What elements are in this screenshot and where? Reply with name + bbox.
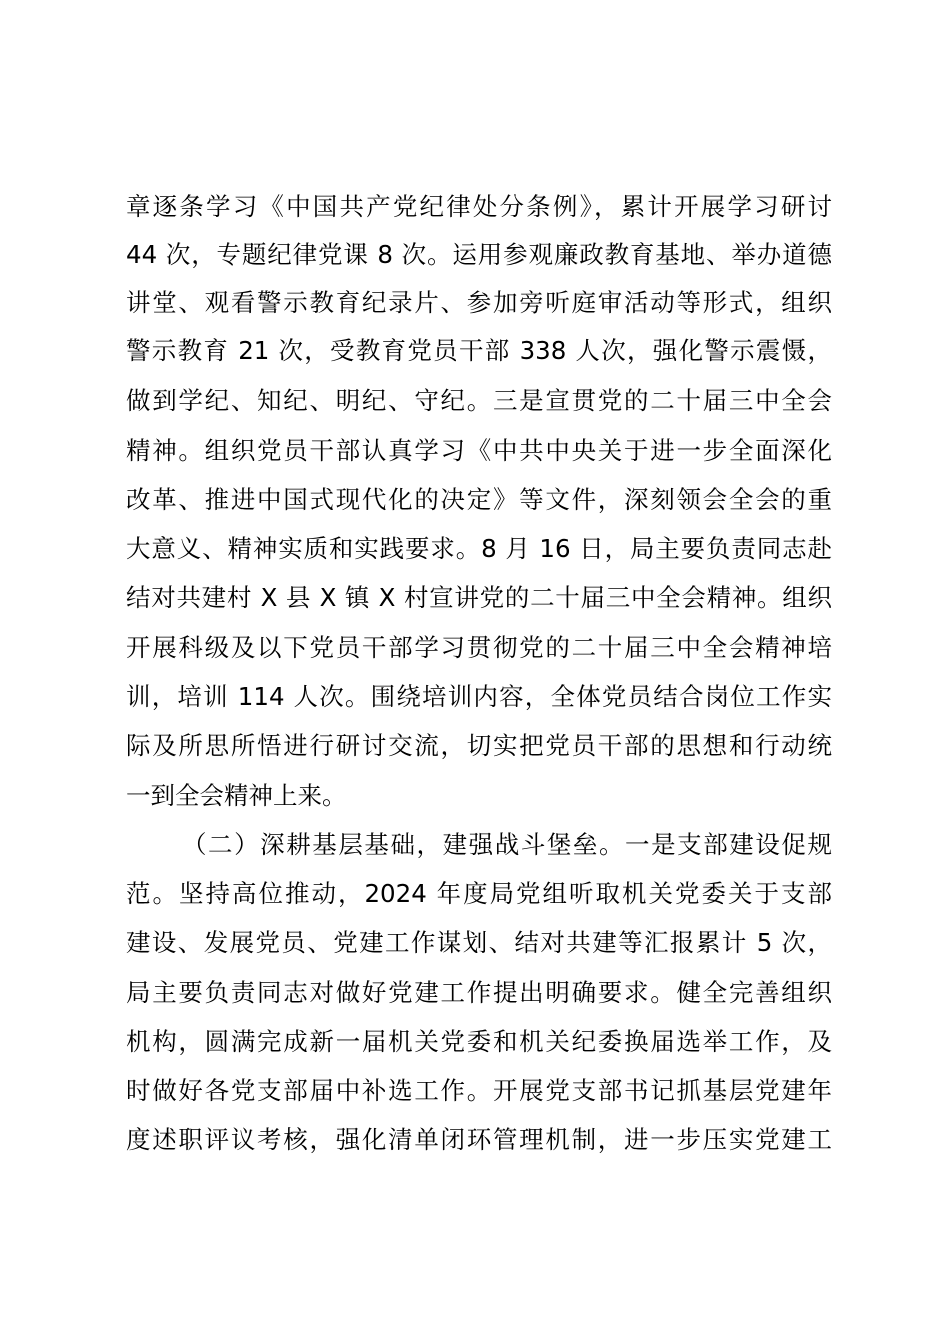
paragraph-line: 度述职评议考核，强化清单闭环管理机制，进一步压实党建工 <box>126 1125 832 1154</box>
paragraph-line: 机构，圆满完成新一届机关党委和机关纪委换届选举工作，及 <box>126 1027 832 1056</box>
paragraph-line: 警示教育 21 次，受教育党员干部 338 人次，强化警示震慑， <box>126 336 832 365</box>
paragraph-line: 44 次，专题纪律党课 8 次。运用参观廉政教育基地、举办道德 <box>126 240 832 269</box>
paragraph-line: 做到学纪、知纪、明纪、守纪。三是宣贯党的二十届三中全会 <box>126 386 832 415</box>
paragraph-line: 际及所思所悟进行研讨交流，切实把党员干部的思想和行动统 <box>126 731 832 760</box>
paragraph-line: 时做好各党支部届中补选工作。开展党支部书记抓基层党建年 <box>126 1076 832 1105</box>
paragraph-line: 章逐条学习《中国共产党纪律处分条例》，累计开展学习研讨 <box>126 192 832 221</box>
paragraph-line: 建设、发展党员、党建工作谋划、结对共建等汇报累计 5 次， <box>126 928 832 957</box>
paragraph-line: 开展科级及以下党员干部学习贯彻党的二十届三中全会精神培 <box>126 633 832 662</box>
paragraph-line: 一到全会精神上来。 <box>126 781 347 810</box>
paragraph-line: 精神。组织党员干部认真学习《中共中央关于进一步全面深化 <box>126 436 832 465</box>
paragraph-line: 讲堂、观看警示教育纪录片、参加旁听庭审活动等形式，组织 <box>126 288 832 317</box>
paragraph-line: 训，培训 114 人次。围绕培训内容，全体党员结合岗位工作实 <box>126 682 832 711</box>
paragraph-line: 范。坚持高位推动，2024 年度局党组听取机关党委关于支部 <box>126 879 832 908</box>
section-heading-line: （二）深耕基层基础，建强战斗堡垒。一是支部建设促规 <box>182 830 832 859</box>
paragraph-line: 大意义、精神实质和实践要求。8 月 16 日，局主要负责同志赴 <box>126 534 832 563</box>
paragraph-line: 局主要负责同志对做好党建工作提出明确要求。健全完善组织 <box>126 978 832 1007</box>
paragraph-line: 改革、推进中国式现代化的决定》等文件，深刻领会全会的重 <box>126 485 832 514</box>
paragraph-line: 结对共建村 X 县 X 镇 X 村宣讲党的二十届三中全会精神。组织 <box>126 583 832 612</box>
